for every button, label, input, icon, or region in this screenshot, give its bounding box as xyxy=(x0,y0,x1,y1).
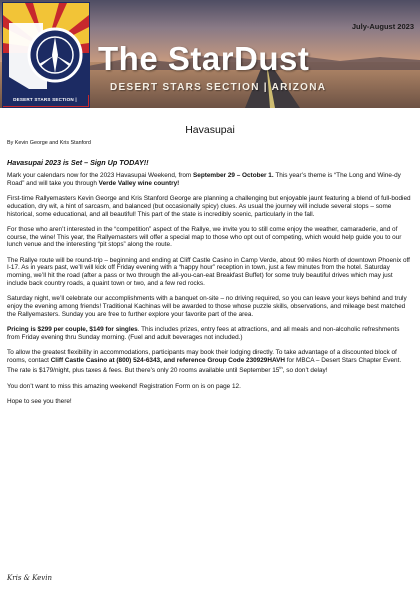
paragraph-noncompeting: For those who aren’t interested in the “competition” aspect of the Rallye, we invite you to still come enjoy the weather, camaraderie, and of course, the wine! This year, the Rallyemasters will offer a special map to those who opt out of competing, which would help guide you to our lunch venue and the interesting “pit stops” along the route. xyxy=(7,225,402,249)
text-segment: for MBCA – Desert Stars Chapter Event. The rate is $179/night, plus taxes & fees. But there’s only 20 rooms available until September 15 xyxy=(7,356,402,375)
club-logo xyxy=(2,2,90,108)
article-body xyxy=(7,172,413,410)
paragraph-registration: You don’t want to miss this amazing weekend! Registration Form on is on page 12. xyxy=(7,383,241,390)
event-dates: September 29 – October 1. xyxy=(193,172,274,179)
pricing-highlight: Pricing is $299 per couple, $149 for singles xyxy=(7,325,138,333)
wine-country-highlight: Verde Valley wine country! xyxy=(98,179,180,187)
text-segment: This year’s theme is “The Long and Wine-dy Road” and will take you through xyxy=(7,172,401,187)
text-segment: . This includes prizes, entry fees at attractions, and all meals and non-alcoholic refreshments from Friday evening thru Sunday morning. (Fuel and adult beverages not included.) xyxy=(7,325,400,341)
paragraph-pricing xyxy=(7,326,413,341)
paragraph-route: The Rallye route will be round-trip – beginning and ending at Cliff Castle Casino in Camp Verde, about 90 miles North of downtown Phoenix off I-17. As in years past, we’ll will kick off Friday evening with a “happy hour” reception in town, just a few minutes from the hotel. Saturday morning, we’ll hit the road (after a pass or two through the all-you-can-eat Breakfast Buffet) for some truly beautiful drives which may just include back country roads, a quaint town or two, and a few red rocks. xyxy=(7,256,410,287)
logo-caption: DESERT STARS SECTION | ARIZONA xyxy=(2,94,88,106)
paragraph-rallyemasters: First-time Rallyemasters Kevin George and Kris Stanford George are planning a challenging but enjoyable jaunt featuring a blend of full-bodied education, dry wit, a hint of sarcasm, and balanced (but occasionally spicy) clues. As usual the journey will include several stops – some historical, some educational, and all beautiful! This part of the state is incredibly scenic, particularly in the fall. xyxy=(7,195,411,218)
text-segment: To allow the greatest flexibility in accommodations, participants may book their lodging directly. To take advantage of a discounted block of rooms, contact xyxy=(7,349,397,364)
text-segment: , so don’t delay! xyxy=(282,367,328,375)
paragraph-dates xyxy=(7,172,413,187)
paragraph-lodging xyxy=(7,349,413,375)
newsletter-title: The StarDust xyxy=(98,40,310,77)
signature: Kris & Kevin xyxy=(7,574,52,582)
masthead-banner xyxy=(0,0,420,114)
paragraph-closing: Hope to see you there! xyxy=(7,398,72,406)
newsletter-subtitle: DESERT STARS SECTION | ARIZONA xyxy=(110,82,327,93)
arizona-flag-logo xyxy=(3,3,89,95)
lodging-contact: Cliff Castle Casino at (800) 524-6343, and reference Group Code 230929HAVH xyxy=(50,356,285,364)
paragraph-banquet: Saturday night, we’ll celebrate our accomplishments with a banquet on-site – no driving required, so you can leave your keys behind and truly enjoy the evening among friends! Traditional Kachinas will be awarded to those whose puzzle skills, observations, and mileage best matched the Rallyemasters. Sunday you are free to further explore your favorite part of the area. xyxy=(7,295,407,318)
text-segment: Mark your calendars now for the 2023 Havasupai Weekend, from xyxy=(7,172,194,179)
article-headline: Havasupai 2023 is Set – Sign Up TODAY!! xyxy=(7,158,149,167)
issue-date: July-August 2023 xyxy=(351,22,414,31)
byline: By Kevin George and Kris Stanford xyxy=(7,140,91,146)
ordinal-suffix: th xyxy=(279,365,283,371)
article-title: Havasupai xyxy=(185,124,235,136)
